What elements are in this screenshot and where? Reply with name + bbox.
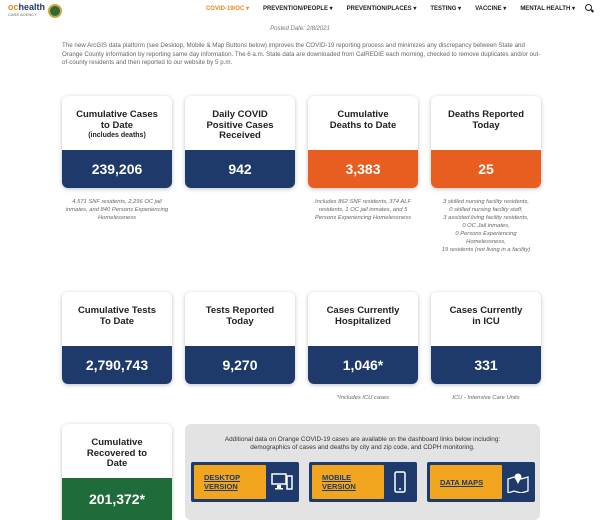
card-value: 2,790,743 bbox=[62, 346, 172, 384]
card-cumulative-deaths bbox=[308, 96, 418, 188]
note-cases: 4,571 SNF residents, 2,296 OC jail inmates, and 840 Persons Experiencing Homelessness bbox=[65, 199, 169, 221]
card-title: Deaths Reported Today bbox=[447, 109, 524, 131]
card-value: 25 bbox=[431, 150, 541, 188]
card-deaths-today bbox=[431, 96, 541, 188]
nav-prevention-places[interactable]: PREVENTION/PLACES ▾ bbox=[346, 6, 417, 12]
card-value: 9,270 bbox=[185, 346, 295, 384]
card-value: 331 bbox=[431, 346, 541, 384]
logo-tagline: CARE AGENCY bbox=[8, 12, 37, 17]
card-title: Cases Currently in ICU bbox=[449, 305, 523, 327]
nav-vaccine[interactable]: VACCINE ▾ bbox=[475, 6, 507, 12]
logo-text bbox=[8, 3, 45, 19]
card-value: 239,206 bbox=[62, 150, 172, 188]
nav-covid-oc[interactable]: COVID-19/OC ▾ bbox=[205, 6, 249, 12]
note-hospitalized: *Includes ICU cases bbox=[336, 395, 390, 401]
card-title: Daily COVID Positive Cases Received bbox=[206, 109, 274, 141]
mobile-phone-icon bbox=[389, 471, 411, 493]
nav-prevention-people[interactable]: PREVENTION/PEOPLE ▾ bbox=[262, 6, 333, 12]
card-value: 201,372* bbox=[62, 478, 172, 520]
card-recovered bbox=[62, 424, 172, 520]
card-title: Tests Reported Today bbox=[205, 305, 275, 327]
card-tests-today bbox=[185, 292, 295, 384]
card-hospitalized bbox=[308, 292, 418, 384]
dashboard-description: Additional data on Orange COVID-19 cases are available on the dashboard links below including: demographics of cases and deaths by city and zip code, and CDPH monitoring. bbox=[224, 436, 501, 451]
card-cumulative-cases bbox=[62, 96, 172, 188]
site-logo[interactable] bbox=[8, 3, 62, 19]
logo-oc: oc bbox=[8, 2, 19, 12]
card-title: Cumulative Cases to Date (includes deaths) bbox=[76, 109, 158, 139]
county-seal-icon bbox=[48, 4, 62, 18]
card-cumulative-tests bbox=[62, 292, 172, 384]
card-icu bbox=[431, 292, 541, 384]
note-icu: ICU - Intensive Care Units bbox=[452, 395, 520, 401]
posted-date: Posted Date: 2/8/2021 bbox=[270, 26, 330, 32]
card-title: Cases Currently Hospitalized bbox=[326, 305, 400, 327]
note-deaths: Includes 862 SNF residents, 374 ALF residents, 1 OC jail inmates, and 5 Persons Experiencing Homelessness bbox=[314, 199, 412, 221]
nav-mental-health[interactable]: MENTAL HEALTH ▾ bbox=[520, 6, 575, 12]
card-title: Cumulative Tests To Date bbox=[78, 305, 156, 327]
search-icon[interactable] bbox=[585, 4, 594, 13]
site-header bbox=[0, 0, 600, 22]
card-value: 3,383 bbox=[308, 150, 418, 188]
data-maps-button[interactable]: DATA MAPS bbox=[427, 462, 535, 502]
card-title: Cumulative Recovered to Date bbox=[86, 437, 148, 469]
desktop-version-button[interactable]: DESKTOP VERSION bbox=[191, 462, 299, 502]
desktop-monitor-icon bbox=[271, 471, 293, 493]
intro-paragraph: The new ArcGIS data platform (see Desktop, Mobile & Map Buttons below) improves the COVID-19 reporting process and minimizes any discrepancy between State and Orange County information by reporting same day information. The 6 a.m. State data are downloaded from CalREDIE each morning, checked to remove duplicates and/or out-of-county residents and then reported to our website by 5 p.m. bbox=[62, 42, 541, 66]
card-value: 1,046* bbox=[308, 346, 418, 384]
card-title: Cumulative Deaths to Date bbox=[329, 109, 397, 131]
dashboard-links-panel bbox=[185, 424, 540, 520]
logo-health: health bbox=[18, 2, 46, 12]
card-daily-positive bbox=[185, 96, 295, 188]
mobile-version-button[interactable]: MOBILE VERSION bbox=[309, 462, 417, 502]
nav-testing[interactable]: TESTING ▾ bbox=[430, 6, 462, 12]
map-pin-icon bbox=[507, 471, 529, 493]
card-value: 942 bbox=[185, 150, 295, 188]
main-nav bbox=[192, 4, 594, 13]
note-deaths-today: 3 skilled nursing facility residents, 0 skilled nursing facility staff, 3 assisted living facility residents, 0 OC Jail inmates, 0 Persons Experiencing Homelessness, 19 residents (not living in a facility) bbox=[441, 199, 531, 253]
